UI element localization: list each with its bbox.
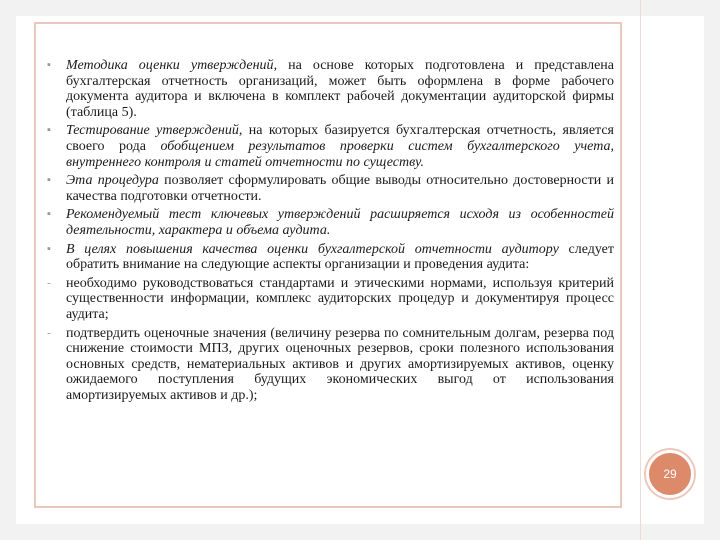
item-lead-italic: Тестирование утверждений — [66, 123, 239, 139]
bullet-marker: ▪ — [47, 208, 51, 221]
item-lead-italic: В целях повышения качества оценки бухгалтерской отчетности аудитору — [66, 241, 559, 257]
list-item — [42, 173, 614, 204]
bullet-marker: ▪ — [47, 174, 51, 187]
bullet-marker: ▪ — [47, 124, 51, 137]
item-text: следует обратить внимание на следующие аспекты организации и проведения аудита: — [66, 241, 615, 273]
item-text: подтвердить оценочные значения (величину резерва по сомнительным долгам, резерва под снижение стоимости МПЗ, других оценочных резервов, сроки полезного использования основных средств, нематериальных активов и других амортизируемых активов, оценку ожидаемого поступления будущих экономических выгод от использования амортизируемых активов и др.); — [66, 325, 614, 403]
item-text: позволяет сформулировать общие выводы относительно достоверности и качества подготовки отчетности. — [66, 173, 614, 204]
frame-top — [0, 0, 720, 16]
item-lead-italic: Эта процедура — [66, 173, 159, 189]
item-text: необходимо руководствоваться стандартами и этическими нормами, используя критерий существенности информации, комплекс аудиторских процедур и документируя процесс аудита; — [66, 275, 614, 322]
item-lead-italic: Методика оценки утверждений — [66, 58, 274, 73]
item-lead-italic: Рекомендуемый тест ключевых утверждений расширяется исходя из особенностей деятельности, характера и объема аудита. — [66, 207, 614, 238]
item-text: , на основе которых подготовлена и представлена бухгалтерская отчетность организаций, может быть оформлена в форме рабочего документа аудитора и включена в комплект рабочей документации аудиторской фирмы (таблица 5). — [66, 58, 614, 120]
list-item — [42, 207, 614, 238]
frame-right — [704, 0, 720, 540]
list-item — [42, 58, 614, 120]
frame-left — [0, 0, 16, 540]
slide-body — [42, 58, 614, 406]
list-item — [42, 326, 614, 404]
dash-marker: - — [47, 276, 51, 289]
frame-bottom — [0, 524, 720, 540]
bullet-marker: ▪ — [47, 242, 51, 255]
right-divider-line — [640, 0, 641, 540]
page-number-badge — [646, 450, 694, 498]
item-text: , на которых базируется бухгалтерская отчетность, является своего рода — [66, 123, 614, 154]
item-tail-italic: обобщением результатов проверки систем бухгалтерского учета, внутреннего контроля и статей отчетности по существу. — [66, 138, 614, 170]
dash-marker: - — [47, 326, 51, 339]
list-item — [42, 276, 614, 323]
bullet-marker: ▪ — [47, 59, 51, 71]
list-item — [42, 242, 614, 273]
page-number: 29 — [663, 467, 677, 481]
list-item — [42, 123, 614, 170]
